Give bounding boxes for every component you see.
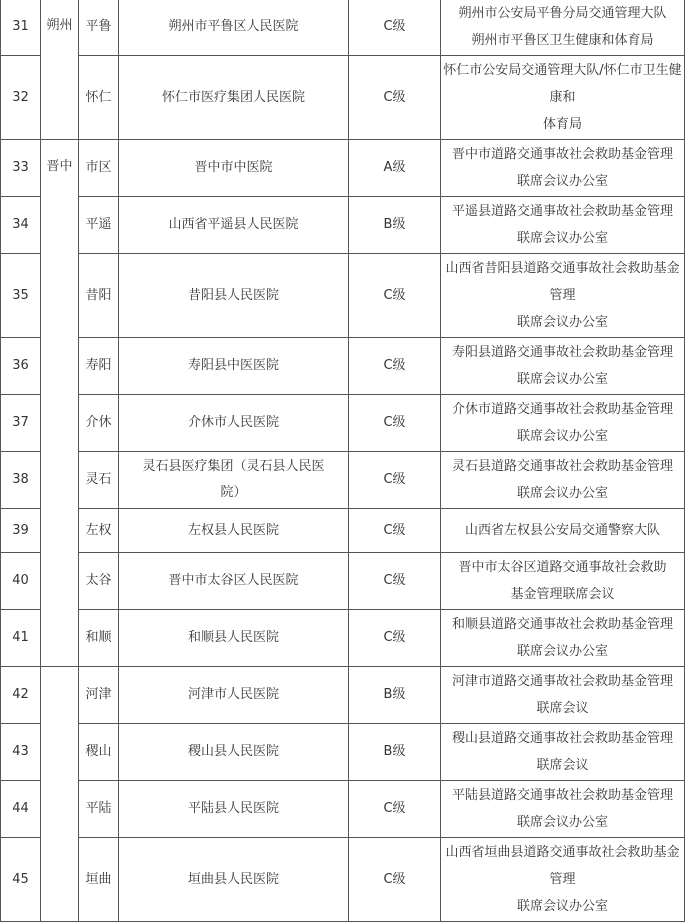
hospital-cell: 朔州市平鲁区人民医院 xyxy=(119,0,349,56)
table-row xyxy=(1,610,685,667)
agency-cell: 山西省垣曲县道路交通事故社会救助基金管理 联席会议办公室 xyxy=(441,838,685,922)
county-cell: 平陆 xyxy=(79,781,119,838)
county-cell: 和顺 xyxy=(79,610,119,667)
hospital-cell: 垣曲县人民医院 xyxy=(119,838,349,922)
table-row xyxy=(1,338,685,395)
agency-cell: 河津市道路交通事故社会救助基金管理 联席会议 xyxy=(441,667,685,724)
county-cell: 介休 xyxy=(79,395,119,452)
level-cell: C级 xyxy=(349,254,441,338)
city-cell: 朔州 xyxy=(41,0,79,140)
county-cell: 昔阳 xyxy=(79,254,119,338)
table-row xyxy=(1,724,685,781)
level-cell: C级 xyxy=(349,452,441,509)
hospital-cell: 寿阳县中医医院 xyxy=(119,338,349,395)
row-number: 33 xyxy=(1,140,41,197)
level-cell: C级 xyxy=(349,610,441,667)
row-number: 35 xyxy=(1,254,41,338)
table-row xyxy=(1,553,685,610)
level-cell: C级 xyxy=(349,395,441,452)
table-row xyxy=(1,197,685,254)
row-number: 44 xyxy=(1,781,41,838)
hospital-cell: 怀仁市医疗集团人民医院 xyxy=(119,56,349,140)
county-cell: 左权 xyxy=(79,509,119,553)
table-row xyxy=(1,509,685,553)
county-cell: 垣曲 xyxy=(79,838,119,922)
county-cell: 市区 xyxy=(79,140,119,197)
hospital-cell: 平陆县人民医院 xyxy=(119,781,349,838)
level-cell: C级 xyxy=(349,781,441,838)
agency-cell: 朔州市公安局平鲁分局交通管理大队 朔州市平鲁区卫生健康和体育局 xyxy=(441,0,685,56)
county-cell: 寿阳 xyxy=(79,338,119,395)
level-cell: C级 xyxy=(349,553,441,610)
agency-cell: 灵石县道路交通事故社会救助基金管理 联席会议办公室 xyxy=(441,452,685,509)
hospital-cell: 稷山县人民医院 xyxy=(119,724,349,781)
agency-cell: 和顺县道路交通事故社会救助基金管理 联席会议办公室 xyxy=(441,610,685,667)
table-row xyxy=(1,781,685,838)
table-row xyxy=(1,667,685,724)
table-row xyxy=(1,452,685,509)
county-cell: 平鲁 xyxy=(79,0,119,56)
agency-cell: 山西省昔阳县道路交通事故社会救助基金管理 联席会议办公室 xyxy=(441,254,685,338)
hospital-cell: 晋中市太谷区人民医院 xyxy=(119,553,349,610)
agency-cell: 晋中市道路交通事故社会救助基金管理 联席会议办公室 xyxy=(441,140,685,197)
row-number: 43 xyxy=(1,724,41,781)
city-cell xyxy=(41,667,79,922)
level-cell: C级 xyxy=(349,338,441,395)
agency-cell: 晋中市太谷区道路交通事故社会救助 基金管理联席会议 xyxy=(441,553,685,610)
city-cell: 晋中 xyxy=(41,140,79,667)
county-cell: 灵石 xyxy=(79,452,119,509)
hospital-cell: 介休市人民医院 xyxy=(119,395,349,452)
row-number: 34 xyxy=(1,197,41,254)
hospital-cell: 河津市人民医院 xyxy=(119,667,349,724)
row-number: 45 xyxy=(1,838,41,922)
hospital-cell: 灵石县医疗集团（灵石县人民医 院） xyxy=(119,452,349,509)
table-row xyxy=(1,838,685,922)
county-cell: 河津 xyxy=(79,667,119,724)
level-cell: A级 xyxy=(349,140,441,197)
level-cell: C级 xyxy=(349,56,441,140)
county-cell: 平遥 xyxy=(79,197,119,254)
agency-cell: 山西省左权县公安局交通警察大队 xyxy=(441,509,685,553)
table-row xyxy=(1,0,685,56)
hospital-cell: 和顺县人民医院 xyxy=(119,610,349,667)
hospital-cell: 昔阳县人民医院 xyxy=(119,254,349,338)
table-row xyxy=(1,254,685,338)
county-cell: 怀仁 xyxy=(79,56,119,140)
agency-cell: 怀仁市公安局交通管理大队/怀仁市卫生健康和 体育局 xyxy=(441,56,685,140)
row-number: 40 xyxy=(1,553,41,610)
hospital-cell: 山西省平遥县人民医院 xyxy=(119,197,349,254)
agency-cell: 介休市道路交通事故社会救助基金管理 联席会议办公室 xyxy=(441,395,685,452)
row-number: 37 xyxy=(1,395,41,452)
agency-cell: 寿阳县道路交通事故社会救助基金管理 联席会议办公室 xyxy=(441,338,685,395)
row-number: 36 xyxy=(1,338,41,395)
level-cell: B级 xyxy=(349,724,441,781)
level-cell: C级 xyxy=(349,509,441,553)
agency-cell: 平陆县道路交通事故社会救助基金管理 联席会议办公室 xyxy=(441,781,685,838)
level-cell: C级 xyxy=(349,0,441,56)
row-number: 39 xyxy=(1,509,41,553)
county-cell: 稷山 xyxy=(79,724,119,781)
hospital-cell: 左权县人民医院 xyxy=(119,509,349,553)
table-row xyxy=(1,140,685,197)
level-cell: B级 xyxy=(349,197,441,254)
county-cell: 太谷 xyxy=(79,553,119,610)
row-number: 42 xyxy=(1,667,41,724)
agency-cell: 稷山县道路交通事故社会救助基金管理 联席会议 xyxy=(441,724,685,781)
row-number: 38 xyxy=(1,452,41,509)
row-number: 32 xyxy=(1,56,41,140)
table-body xyxy=(1,0,685,922)
agency-cell: 平遥县道路交通事故社会救助基金管理 联席会议办公室 xyxy=(441,197,685,254)
level-cell: B级 xyxy=(349,667,441,724)
row-number: 41 xyxy=(1,610,41,667)
table-row xyxy=(1,395,685,452)
table-row xyxy=(1,56,685,140)
hospital-cell: 晋中市中医院 xyxy=(119,140,349,197)
row-number: 31 xyxy=(1,0,41,56)
level-cell: C级 xyxy=(349,838,441,922)
